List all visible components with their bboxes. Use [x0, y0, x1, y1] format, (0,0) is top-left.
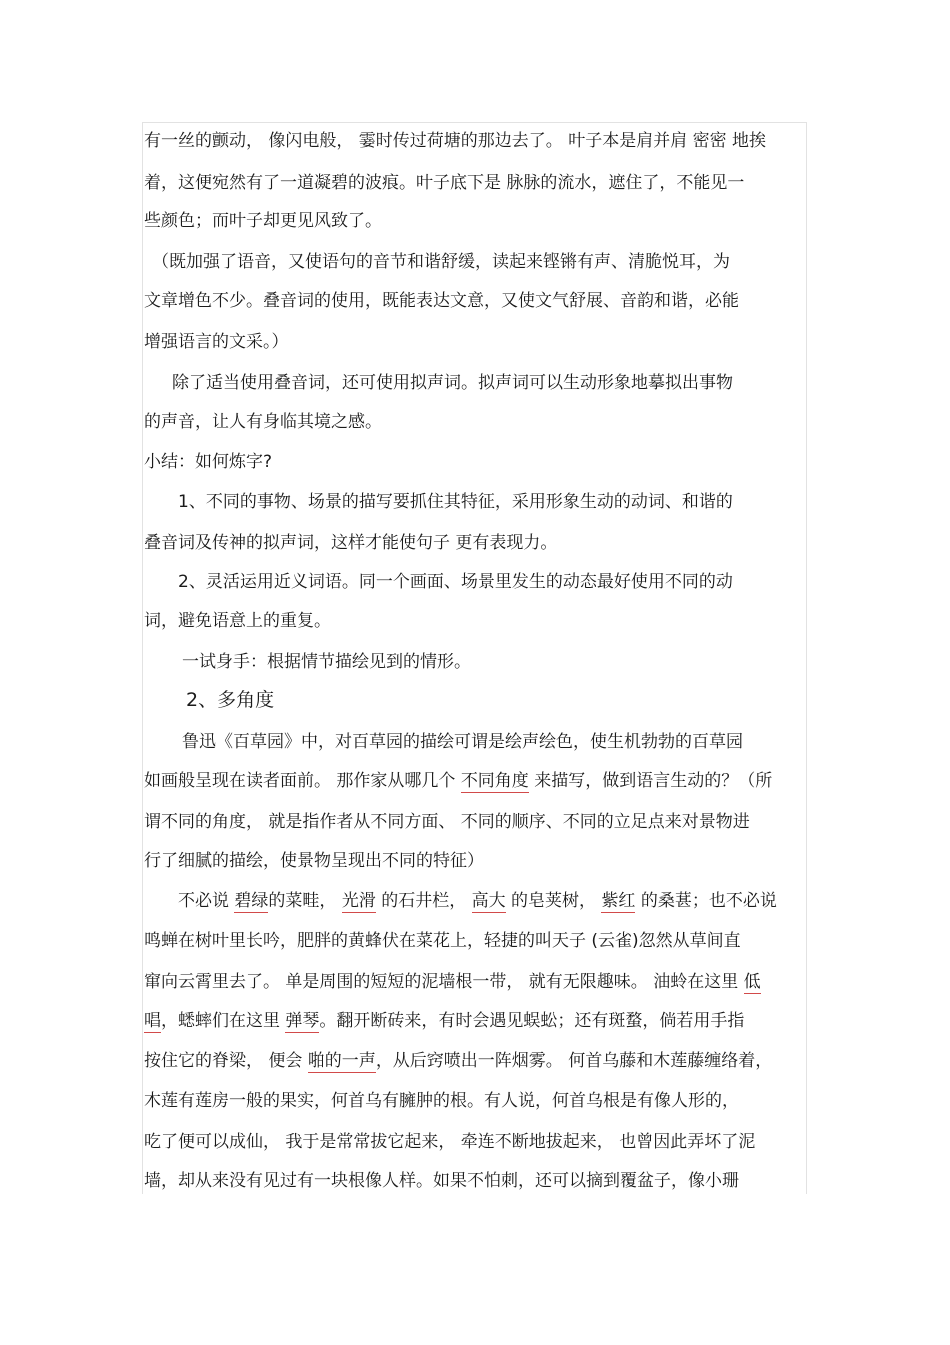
- text-span: 的石井栏，: [375, 891, 472, 911]
- text-span: 窜向云霄里去了。 单是周围的短短的泥墙根一带， 就有无限趣味。 油蛉在这里: [144, 972, 744, 992]
- text-span: 的皂荚树，: [505, 891, 602, 911]
- underlined-phrase: 啪的一声: [307, 1051, 376, 1071]
- text-line: 1、不同的事物、场景的描写要抓住其特征，采用形象生动的动词、和谐的: [178, 492, 733, 512]
- underlined-word: 光滑: [341, 891, 376, 911]
- text-line: 文章增色不少。叠音词的使用，既能表达文意，又使文气舒展、音韵和谐，必能: [144, 291, 739, 311]
- text-line: 2、灵活运用近义词语。同一个画面、场景里发生的动态最好使用不同的动: [178, 572, 733, 592]
- text-line: [144, 1050, 772, 1072]
- underlined-word: 高大: [471, 891, 506, 911]
- text-line: 墙，却从来没有见过有一块根像人样。如果不怕刺，还可以摘到覆盆子，像小珊: [144, 1171, 739, 1191]
- section-heading: 2、多角度: [186, 689, 275, 711]
- text-line: 有一丝的颤动， 像闪电般， 霎时传过荷塘的那边去了。 叶子本是肩并肩 密密 地挨: [144, 131, 767, 151]
- text-line: 一试身手：根据情节描绘见到的情形。: [182, 652, 471, 672]
- text-line: 鲁迅《百草园》中，对百草园的描绘可谓是绘声绘色，使生机勃勃的百草园: [182, 732, 743, 752]
- text-line: 些颜色；而叶子却更见风致了。: [144, 211, 382, 231]
- text-line: 鸣蝉在树叶里长吟，肥胖的黄蜂伏在菜花上，轻捷的叫天子 (云雀)忽然从草间直: [144, 931, 741, 951]
- underlined-word: 低: [743, 972, 761, 992]
- text-span: 按住它的脊梁， 便会: [144, 1051, 308, 1071]
- text-span: 来描写，做到语言生动的？（所: [528, 771, 773, 791]
- text-line: [144, 971, 761, 993]
- text-span: 。翻开断砖来，有时会遇见蜈蚣；还有斑蝥，倘若用手指: [319, 1011, 745, 1031]
- text-line: 增强语言的文采。）: [144, 332, 289, 352]
- underlined-phrase: 不同角度: [460, 771, 529, 791]
- text-line: 除了适当使用叠音词，还可使用拟声词。拟声词可以生动形象地摹拟出事物: [172, 373, 733, 393]
- text-line: 吃了便可以成仙， 我于是常常拔它起来， 牵连不断地拔起来， 也曾因此弄坏了泥: [144, 1132, 756, 1152]
- text-line: 谓不同的角度， 就是指作者从不同方面、 不同的顺序、不同的立足点来对景物进: [144, 812, 750, 832]
- text-span: ，蟋蟀们在这里: [161, 1011, 286, 1031]
- underlined-word: 紫红: [601, 891, 636, 911]
- page-border-top: [142, 122, 807, 123]
- text-span: 如画般呈现在读者面前。 那作家从哪几个: [144, 771, 461, 791]
- underlined-word: 碧绿: [234, 891, 269, 911]
- underlined-word: 唱: [144, 1011, 161, 1031]
- underlined-word: 弹琴: [285, 1011, 320, 1031]
- page-border-left: [142, 122, 143, 1194]
- text-span: 不必说: [178, 891, 235, 911]
- text-line: [178, 890, 777, 912]
- text-line: （既加强了语音，又使语句的音节和谐舒缓，读起来铿锵有声、清脆悦耳，为: [152, 252, 730, 272]
- text-line: [144, 1010, 744, 1032]
- text-line: 词，避免语意上的重复。: [144, 611, 331, 631]
- text-span: ，从后窍喷出一阵烟雾。 何首乌藤和木莲藤缠络着，: [375, 1051, 773, 1071]
- text-line: 木莲有莲房一般的果实，何首乌有臃肿的根。有人说，何首乌根是有像人形的，: [144, 1091, 739, 1111]
- text-line: 行了细腻的描绘，使景物呈现出不同的特征）: [144, 851, 484, 871]
- text-line: [144, 770, 772, 792]
- text-line: 叠音词及传神的拟声词，这样才能使句子 更有表现力。: [144, 533, 558, 553]
- text-span: 的桑葚；也不必说: [635, 891, 777, 911]
- page-border-right: [806, 122, 807, 1194]
- text-line: 的声音，让人有身临其境之感。: [144, 412, 382, 432]
- text-line: 小结：如何炼字?: [144, 452, 273, 472]
- text-line: 着，这便宛然有了一道凝碧的波痕。叶子底下是 脉脉的流水，遮住了，不能见一: [144, 173, 745, 193]
- text-span: 的菜畦，: [268, 891, 342, 911]
